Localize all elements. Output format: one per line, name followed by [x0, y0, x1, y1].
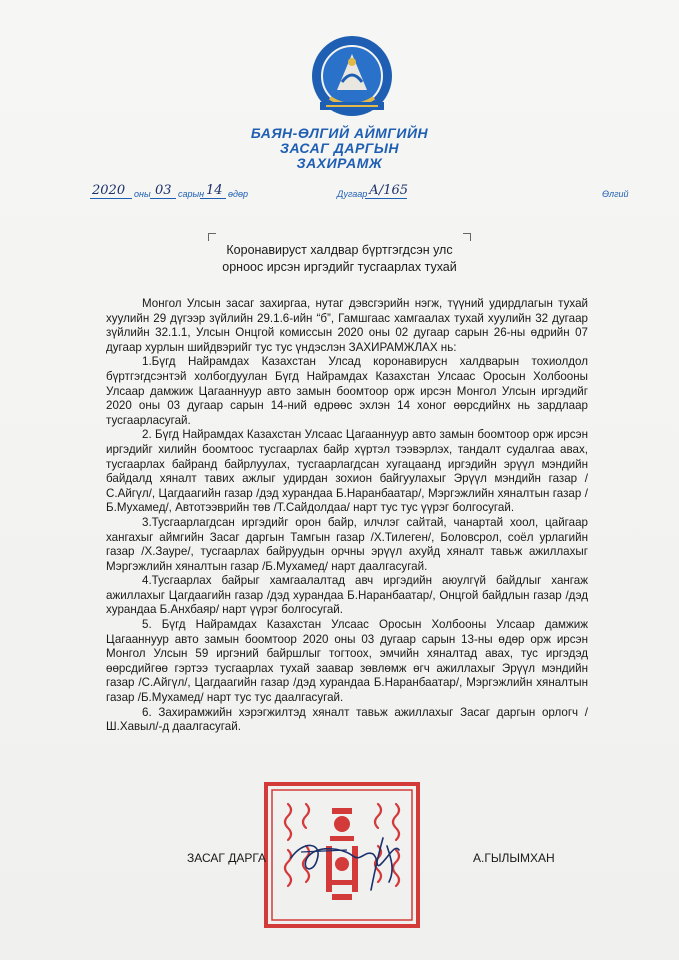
clause-1: 1.Бүгд Найрамдах Казахстан Улсад коронавирусн халдварын тохиолдол бүртгэгдсэнтэй холбогдуулан Бүгд Найрамдах Казахстан Улсаас Оросын Холбооны Улсаар дамжиж Цагааннуур авто замын боомтоор орж ирсэн Монгол Улсын иргэдийг 2020 оны 03 дугаар сарын 14-ний өдрөөс эхлэн 14 хоног өөрсдийнх нь зардлаар тусгаарласугай.	[106, 355, 588, 427]
title-bracket-right	[463, 233, 471, 241]
title-line-1: Коронавируст халдвар бүртгэгдсэн улс	[226, 243, 453, 257]
document-title	[0, 242, 679, 276]
signatory-name: А.ГЫЛЫМХАН	[473, 851, 555, 865]
year-value: 2020	[92, 183, 126, 198]
document-type: ЗАХИРАМЖ	[296, 155, 383, 171]
clause-6: 6. Захирамжийн хэрэгжилтэд хяналт тавьж ажиллахыг Засаг даргын орлогч /Ш.Хавыл/-д даалгасугай.	[106, 705, 588, 734]
month-underline	[150, 198, 176, 199]
preamble-paragraph: Монгол Улсын засаг захиргаа, нутаг дэвсгэрийн нэгж, түүний удирдлагын тухай хуулийн 29 дүгээр зүйлийн 29.1.6-ийн “б”, Гамшгаас хамгаалах тухай хуулийн 32 дугаар зүйлийн 32.1.1, Улсын Онцгой комиссын 2020 оны 02 дугаар сарын 26-ны өдрийн 07 дугаар хурлын шийдвэрийг тус тус үндэслэн ЗАХИРАМЖЛАХ нь:	[106, 297, 588, 354]
title-line-2: орноос ирсэн иргэдийг тусгаарлах тухай	[222, 260, 457, 274]
number-label: Дугаар	[337, 189, 368, 199]
clause-5: 5. Бүгд Найрамдах Казахстан Улсаас Оросын Холбооны Улсаар дамжиж Цагааннуур авто замын боомтоор 2020 оны 03 дугаар сарын 13-ны өдөр орж ирсэн Монгол Улсын 59 иргэний байршлыг тогтоох, эмчийн хяналтад авах, тус иргэдэд өөрсдийгөө гэртээ тусгаарлах тухай заавар зөвлөмж өгч ажиллахыг Эрүүл мэндийн газар /С.Айгүл/, Цагдаагийн газар /дэд хурандаа Б.Наранбаатар/, Мэргэжлийн хяналтын газар /Б.Мухамед/ нарт тус тус даалгасугай.	[106, 618, 588, 705]
state-emblem-icon	[296, 32, 408, 122]
year-underline	[90, 198, 132, 199]
year-suffix: оны	[134, 189, 151, 199]
organization-line-1: БАЯН-ӨЛГИЙ АЙМГИЙН	[250, 125, 429, 141]
handwritten-signature-icon	[283, 830, 413, 895]
clause-2: 2. Бүгд Найрамдах Казахстан Улсаас Цагааннуур авто замын боомтоор орж ирсэн иргэдийг хилийн боомтоос тусгаарлах байр хүртэл тээвэрлэх, тандалт судалгаа авах, тусгаарлах байранд байрлуулах, тусгаарлагдсан хугацаанд иргэдийн эрүүл мэндийн байдалд хяналт тавих ажлыг удирдан зохион байгуулахыг Эрүүл мэндийн газар /С.Айгүл/, Цагдаагийн газар /дэд хурандаа Б.Наранбаатар/, Мэргэжлийн хяналтын газар /Б.Мухамед/, Автотээврийн төв /Т.Сайдолдаа/ нарт тус тус үүрэг болгосугай.	[106, 428, 588, 515]
day-suffix: өдөр	[228, 189, 248, 199]
clause-4: 4.Тусгаарлах байрыг хамгаалалтад авч иргэдийн аюулгүй байдлыг хангаж ажиллахыг Цагдаагийн газар /дэд хурандаа Б.Наранбаатар/, Онцгой байдлын газар /дэд хурандаа Б.Анхбаяр/ нарт үүрэг болгосугай.	[106, 574, 588, 617]
day-underline	[200, 198, 226, 199]
organization-line-2: ЗАСАГ ДАРГЫН	[279, 140, 400, 156]
day-value: 14	[206, 183, 223, 198]
document-meta-row	[0, 183, 679, 205]
title-bracket-left	[208, 233, 216, 241]
signatory-title: ЗАСАГ ДАРГА	[187, 851, 267, 865]
month-suffix: сарын	[178, 189, 205, 199]
month-value: 03	[155, 183, 172, 198]
document-body	[106, 297, 588, 735]
place-name: Өлгий	[602, 189, 629, 199]
document-number: А/165	[369, 183, 409, 198]
clause-3: 3.Тусгаарлагдсан иргэдийг орон байр, илчлэг сайтай, чанартай хоол, цайгаар хангахыг аймгийн Засаг даргын Тамгын газар /Х.Тилеген/, Боловсрол, соёл урлагийн газар /Х.Зауре/, тусгаарлах байруудын орчны эрүүл ахуйд хяналт тавьж ажиллахыг Мэргэжлийн хяналтын газар /Б.Мухамед/ нарт даалгасугай.	[106, 515, 588, 573]
number-underline	[365, 198, 407, 199]
